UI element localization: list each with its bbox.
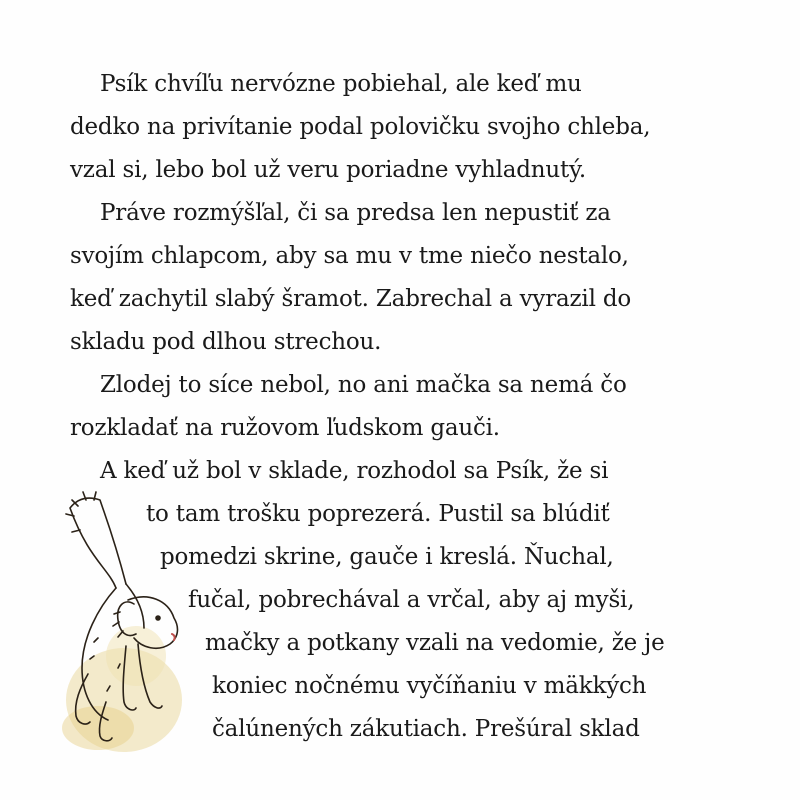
text-line: Psík chvíľu nervózne pobiehal, ale keď mu	[100, 71, 582, 97]
text-line: Zlodej to síce nebol, no ani mačka sa nemá čo	[100, 372, 627, 398]
dog-tail	[70, 498, 126, 588]
dog-back	[126, 584, 144, 628]
text-line: skladu pod dlhou strechou.	[70, 329, 382, 355]
text-line: koniec nočnému vyčíňaniu v mäkkých	[212, 673, 647, 699]
text-line: Práve rozmýšľal, či sa predsa len nepustiť za	[100, 200, 611, 226]
text-line: svojím chlapcom, aby sa mu v tme niečo nestalo,	[70, 243, 629, 269]
text-line: čalúnených zákutiach. Prešúral sklad	[212, 716, 640, 742]
dog-eye	[156, 616, 160, 620]
text-line: to tam trošku poprezerá. Pustil sa blúdiť	[146, 501, 610, 527]
text-line: mačky a potkany vzali na vedomie, že je	[205, 630, 665, 656]
dog-nose	[172, 634, 175, 640]
text-line: dedko na privítanie podal polovičku svojho chleba,	[70, 114, 651, 140]
text-line: pomedzi skrine, gauče i kreslá. Ňuchal,	[160, 544, 614, 570]
text-line: fučal, pobrechával a vrčal, aby aj myši,	[188, 587, 635, 613]
shadow-wash	[106, 626, 166, 686]
dog-illustration	[58, 488, 198, 758]
text-line: rozkladať na ružovom ľudskom gauči.	[70, 415, 500, 441]
text-line: keď zachytil slabý šramot. Zabrechal a vyrazil do	[70, 286, 632, 312]
text-line: vzal si, lebo bol už veru poriadne vyhladnutý.	[70, 157, 586, 183]
text-line: A keď už bol v sklade, rozhodol sa Psík, že si	[100, 458, 609, 484]
